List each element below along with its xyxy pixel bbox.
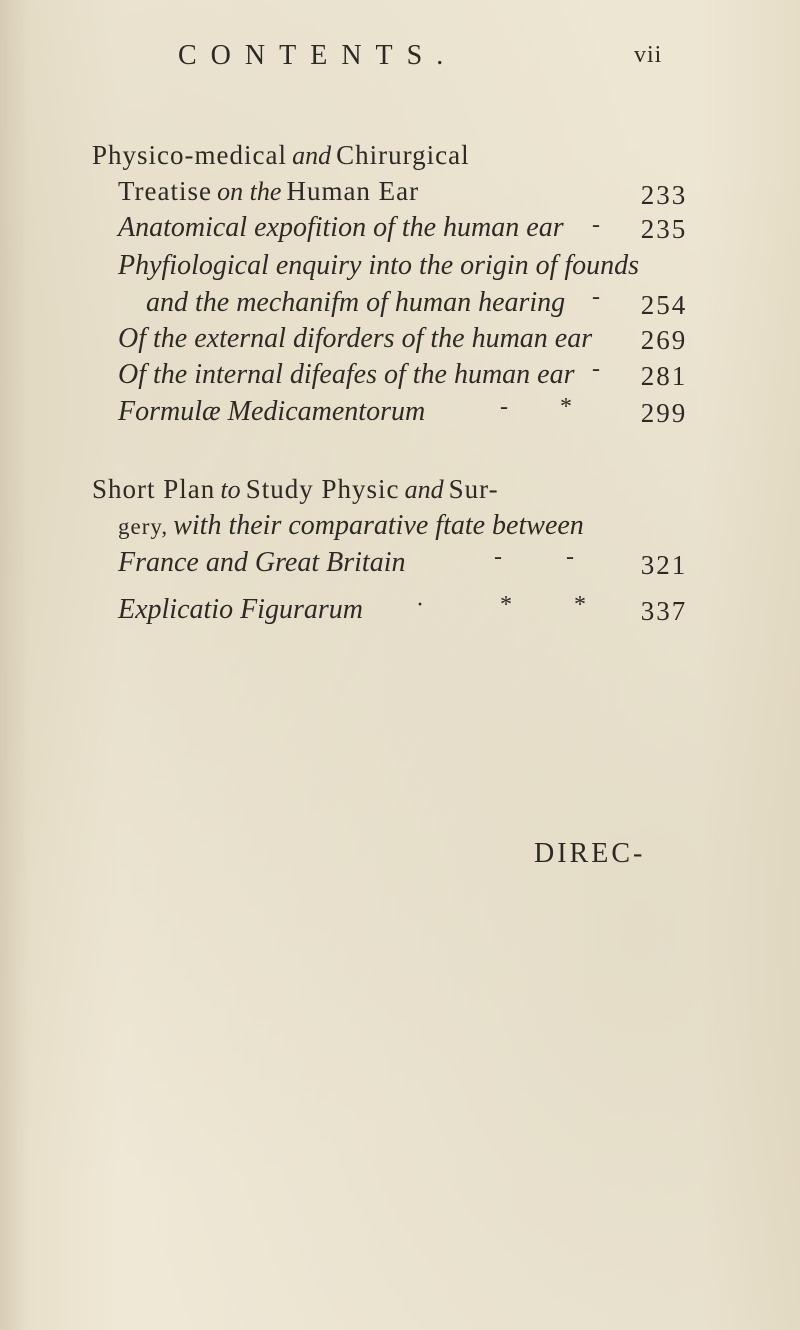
- leader-dash: -: [592, 356, 600, 382]
- toc-page-number: 321: [640, 550, 688, 580]
- plan-title-line2: gery, with their comparative ftate between: [118, 510, 584, 541]
- leader-dot: ·: [416, 592, 424, 618]
- page-number: vii: [634, 42, 663, 68]
- toc-page-number: 281: [640, 361, 688, 391]
- toc-page-number: 269: [640, 325, 688, 355]
- leader-mark: *: [560, 394, 572, 420]
- leader-dash: -: [592, 212, 600, 238]
- toc-page-number: 254: [640, 290, 688, 320]
- toc-page-number: 299: [640, 398, 688, 428]
- toc-entry: Formulæ Medicamentorum: [118, 396, 426, 427]
- plan-title-line3: France and Great Britain: [118, 547, 406, 578]
- toc-entry-continuation: and the mechanifm of human hearing: [146, 287, 566, 318]
- running-header: [0, 40, 800, 80]
- leader-dash: -: [494, 544, 502, 570]
- toc-entry: Of the internal difeafes of the human ear: [118, 359, 575, 390]
- toc-page-number: 233: [640, 180, 688, 210]
- leader-dash: -: [592, 284, 600, 310]
- treatise-title-line2: Treatise on the Human Ear: [118, 176, 420, 206]
- treatise-title-line1: Physico-medical and Chirurgical: [92, 140, 470, 170]
- catchword: DIREC-: [534, 838, 646, 869]
- toc-entry: Of the external diforders of the human ear: [118, 323, 593, 354]
- toc-page-number: 337: [640, 596, 688, 626]
- leader-mark: *: [574, 592, 586, 618]
- toc-entry: Explicatio Figurarum: [118, 594, 363, 625]
- leader-dash: -: [566, 544, 574, 570]
- leader-mark: *: [500, 592, 512, 618]
- toc-entry: Phyfiological enquiry into the origin of founds: [118, 250, 640, 281]
- leader-dash: -: [500, 394, 508, 420]
- page-title: CONTENTS.: [178, 40, 458, 71]
- toc-page-number: 235: [640, 214, 688, 244]
- toc-entry: Anatomical expofition of the human ear: [118, 212, 564, 243]
- plan-title-line1: Short Plan to Study Physic and Sur-: [92, 474, 499, 504]
